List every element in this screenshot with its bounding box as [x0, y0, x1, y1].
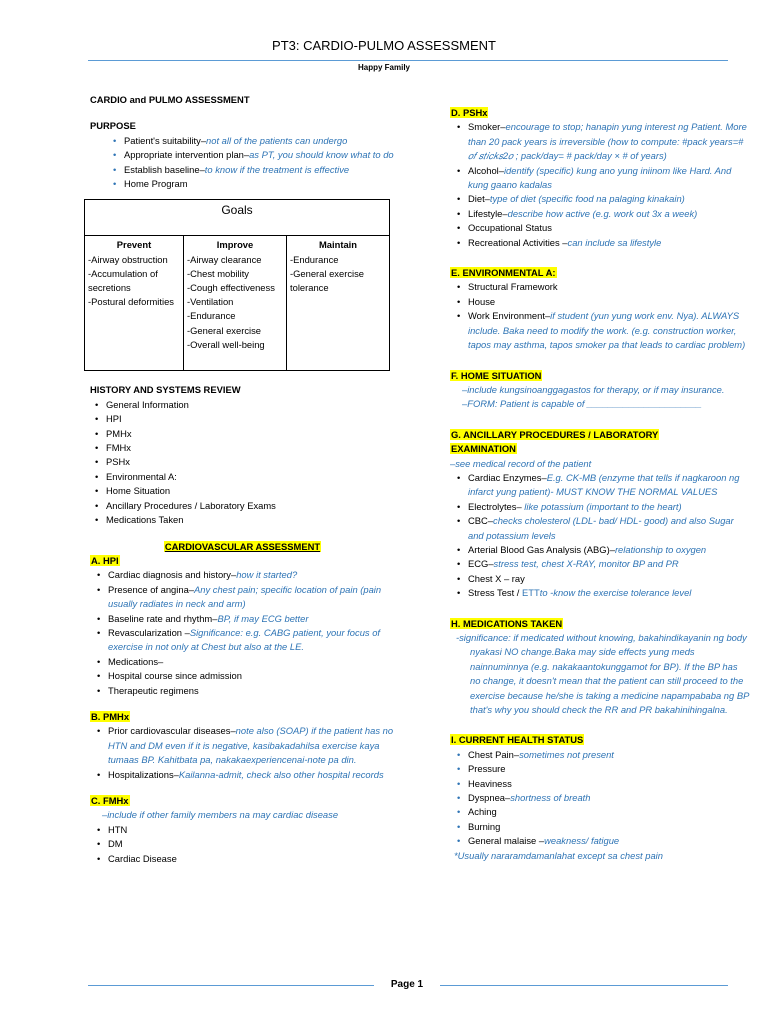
list-item: • Recreational Activities –can include sa lifestyle — [450, 236, 750, 250]
list-item: • Dyspnea–shortness of breath — [450, 791, 750, 805]
page-title: PT3: CARDIO-PULMO ASSESSMENT — [272, 38, 496, 53]
list-item: • Occupational Status — [450, 221, 750, 235]
list-item: • PSHx — [90, 455, 395, 469]
list-item: • Smoker–encourage to stop; hanapin yung interest ng Patient. More than 20 pack years is irreversible (how to compute: #pack years=# 𝑜𝑓 𝑠𝑡𝑖𝑐𝑘𝑠2𝑜 ; pack/day= # pack/day × # of years) — [450, 120, 750, 163]
hpi-list — [90, 568, 395, 698]
main-heading: CARDIO and PULMO ASSESSMENT — [90, 94, 250, 105]
list-item: • HPI — [90, 412, 395, 426]
list-item: • Electrolytes– like potassium (important to the heart) — [450, 500, 750, 514]
list-item: • Aching — [450, 805, 750, 819]
list-item: • Baseline rate and rhythm–BP, if may ECG better — [90, 612, 395, 626]
goals-table — [84, 199, 390, 371]
environmental-heading: E. ENVIRONMENTAL A: — [451, 267, 556, 279]
hpi-heading: A. HPI — [91, 554, 119, 566]
list-item: • Revascularization –Significance: e.g. CABG patient, your focus of exercise in not only at Chest but also at the LE. — [90, 626, 395, 655]
footer-rule-right — [440, 985, 728, 986]
pmhx-heading: B. PMHx — [91, 710, 130, 722]
list-item: • Lifestyle–describe how active (e.g. work out 3x a week) — [450, 207, 750, 221]
list-item: • Home Program — [90, 177, 395, 191]
environmental-list — [450, 280, 750, 352]
list-item: • Establish baseline–to know if the treatment is effective — [90, 163, 395, 177]
page-subtitle: Happy Family — [357, 63, 410, 72]
list-item: • Pressure — [450, 762, 750, 776]
list-item: • General Information — [90, 398, 395, 412]
pshx-heading: D. PSHx — [451, 107, 488, 118]
purpose-heading: PURPOSE — [90, 120, 136, 132]
health-heading: I. CURRENT HEALTH STATUS — [451, 734, 584, 746]
list-item: • Heaviness — [450, 777, 750, 791]
list-item: • Cardiac Enzymes–E.g. CK-MB (enzyme that tells if nagkaroon ng infarct yung patient)- MUST KNOW THE NORMAL VALUES — [450, 471, 750, 500]
medications-heading: H. MEDICATIONS TAKEN — [451, 617, 563, 629]
left-column — [90, 93, 395, 866]
fmhx-note: –include if other family members na may cardiac disease — [102, 809, 339, 821]
list-item: • Chest Pain–sometimes not present — [450, 748, 750, 762]
list-item: • Appropriate intervention plan–as PT, you should know what to do — [90, 148, 395, 162]
fmhx-heading: C. FMHx — [91, 795, 129, 806]
home-note-2: –FORM: Patient is capable of ______________________ — [462, 398, 702, 410]
list-item: • Burning — [450, 820, 750, 834]
home-note-1: –include kungsinoanggagastos for therapy, or if may insurance. — [462, 383, 725, 395]
ancillary-list — [450, 471, 750, 601]
goals-maintain-cell: Maintain -Endurance -General exercise tolerance — [287, 236, 390, 371]
list-item: • Work Environment–if student (yun yung work env. Nya). ALWAYS include. Baka need to modify the work. (e.g. construction worker, tapos may asthma, tapos smoker pa that leads to cardiac problem) — [450, 309, 750, 352]
list-item: • Cardiac Disease — [90, 852, 395, 866]
list-item: • General malaise –weakness/ fatigue — [450, 834, 750, 848]
ancillary-heading-1: G. ANCILLARY PROCEDURES / LABORATORY — [451, 428, 659, 440]
fmhx-list — [90, 823, 395, 866]
list-item: • Therapeutic regimens — [90, 684, 395, 698]
home-heading: F. HOME SITUATION — [451, 369, 542, 381]
list-item: • Alcohol–identify (specific) kung ano yung iniinom like Hard. And kung gaano kadalas — [450, 164, 750, 193]
list-item: • Prior cardiovascular diseases–note also (SOAP) if the patient has no HTN and DM even if it is negative, kasibakadahilsa exercise kaya tumaas BP. Kahitbata pa, nakakaexperiencenai-note pa din. — [90, 724, 395, 767]
list-item: • Ancillary Procedures / Laboratory Exams — [90, 499, 395, 513]
list-item: • Home Situation — [90, 484, 395, 498]
list-item: • DM — [90, 837, 395, 851]
ancillary-heading-2: EXAMINATION — [451, 443, 516, 455]
list-item: • HTN — [90, 823, 395, 837]
list-item: • Diet–type of diet (specific food na palaging kinakain) — [450, 192, 750, 206]
list-item: • Hospital course since admission — [90, 669, 395, 683]
history-list — [90, 398, 395, 528]
list-item: • Environmental A: — [90, 470, 395, 484]
list-item: • Structural Framework — [450, 280, 750, 294]
history-heading: HISTORY AND SYSTEMS REVIEW — [90, 384, 241, 396]
goals-title: Goals — [85, 200, 390, 236]
list-item: • Arterial Blood Gas Analysis (ABG)–relationship to oxygen — [450, 543, 750, 557]
medications-note: -significance: if medicated without knowing, bakahindikayanin ng body nyakasi NO change.Baka may side effects yung meds nainnuminnya (e.g. nakakaantokunggamot for BP). If the BP has no change, it doesn't mean that the patient can still proceed to the exercise because he/she is taking a medicine napampababa ng BP that's why you should check the RR and PR bakahinihingalna. — [456, 632, 749, 716]
list-item: • Hospitalizations–Kailanna-admit, check also other hospital records — [90, 768, 395, 782]
list-item: • Chest X – ray — [450, 572, 750, 586]
list-item: • Presence of angina–Any chest pain; specific location of pain (pain usually radiates in neck and arm) — [90, 583, 395, 612]
goals-improve-cell: Improve -Airway clearance -Chest mobility -Cough effectiveness -Ventilation -Endurance -General exercise -Overall well-being — [184, 236, 287, 371]
header-rule — [88, 60, 728, 61]
right-column — [450, 106, 750, 863]
cardio-heading: CARDIOVASCULAR ASSESSMENT — [164, 540, 321, 552]
footer-rule-left — [88, 985, 374, 986]
pshx-list — [450, 120, 750, 250]
list-item: • Stress Test / ETTto -know the exercise tolerance level — [450, 586, 750, 600]
list-item: • CBC–checks cholesterol (LDL- bad/ HDL- good) and also Sugar and potassium levels — [450, 514, 750, 543]
list-item: • FMHx — [90, 441, 395, 455]
page-number: Page 1 — [390, 979, 424, 990]
list-item: • PMHx — [90, 427, 395, 441]
list-item: • ECG–stress test, chest X-RAY, monitor BP and PR — [450, 557, 750, 571]
list-item: • Patient's suitability–not all of the patients can undergo — [90, 134, 395, 148]
list-item: • Medications Taken — [90, 513, 395, 527]
ancillary-note: –see medical record of the patient — [450, 457, 592, 469]
pmhx-list — [90, 724, 395, 782]
list-item: • Cardiac diagnosis and history–how it started? — [90, 568, 395, 582]
health-footnote: *Usually nararamdamanlahat except sa chest pain — [454, 849, 663, 861]
purpose-list — [90, 134, 395, 192]
goals-prevent-cell: Prevent -Airway obstruction -Accumulation of secretions -Postural deformities — [85, 236, 184, 371]
health-list — [450, 748, 750, 849]
list-item: • Medications– — [90, 655, 395, 669]
list-item: • House — [450, 295, 750, 309]
